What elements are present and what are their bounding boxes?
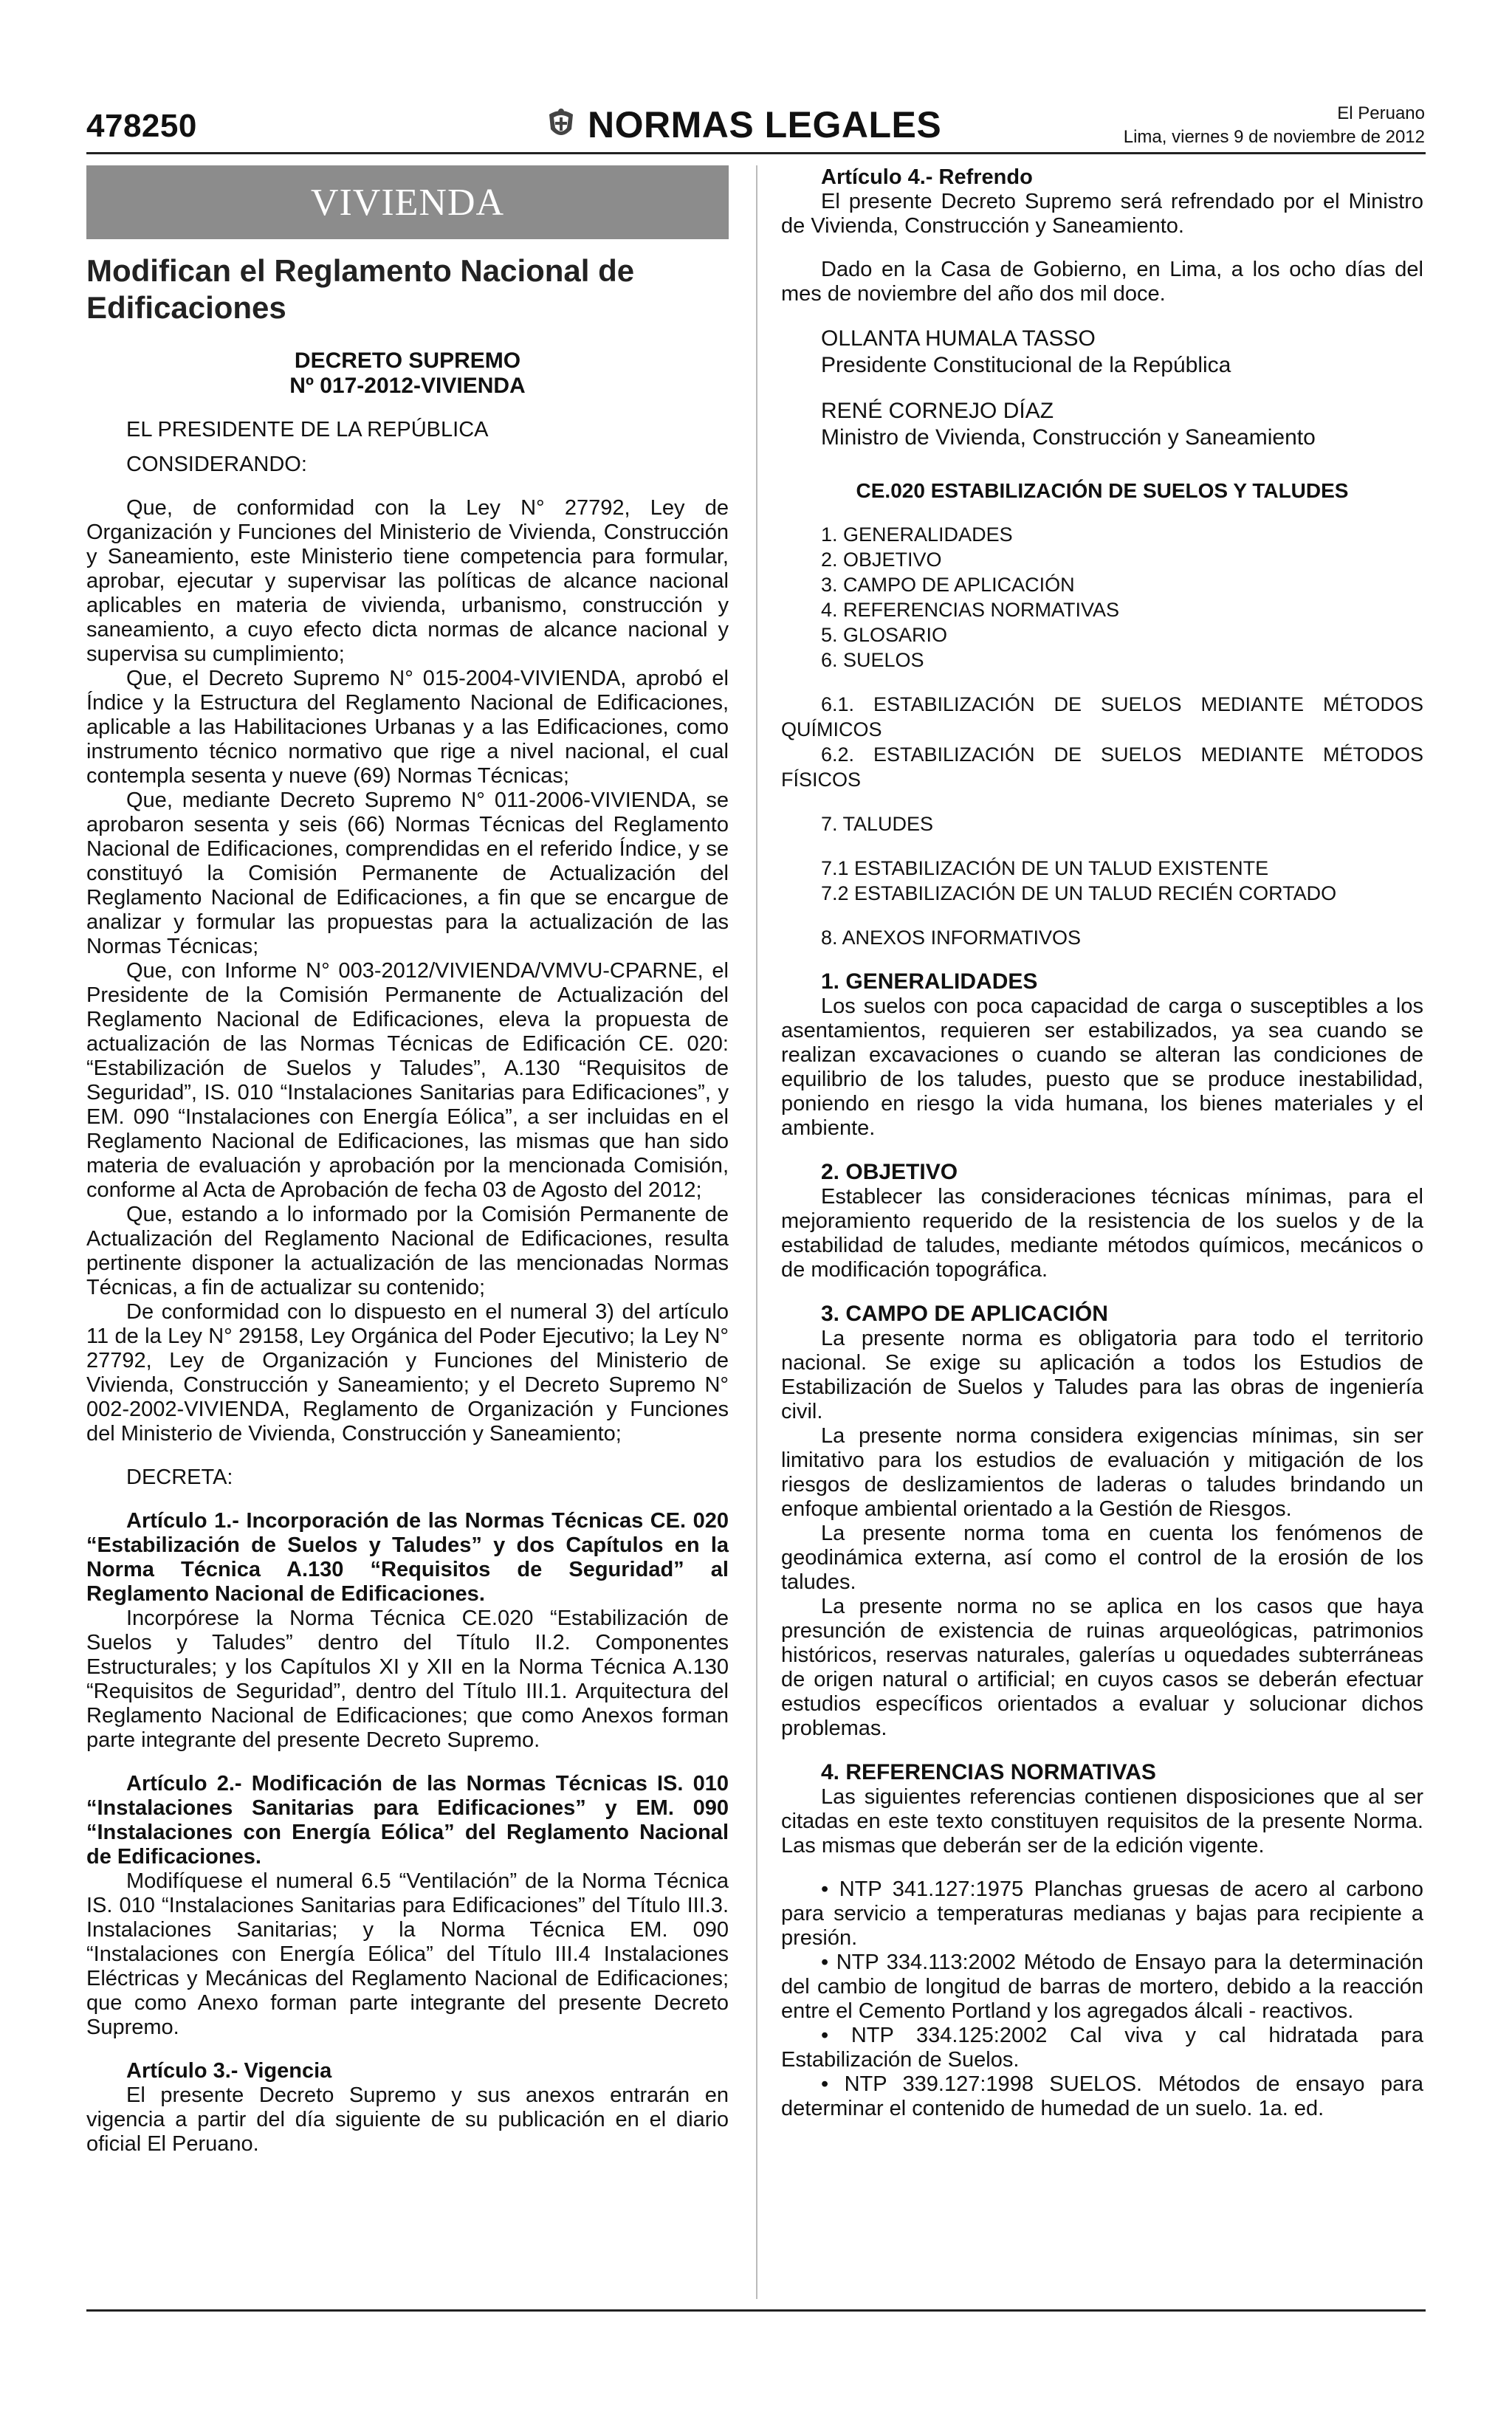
paragraph: La presente norma toma en cuenta los fenómenos de geodinámica externa, así como el control de la erosión de los taludes.	[781, 1522, 1423, 1594]
footer-rule	[86, 2309, 1426, 2312]
left-column	[86, 165, 729, 2157]
toc-item: 6. SUELOS	[821, 649, 924, 671]
toc-item: 7.2 ESTABILIZACIÓN DE UN TALUD RECIÉN CORTADO	[821, 882, 1337, 904]
section-heading: 4. REFERENCIAS NORMATIVAS	[821, 1760, 1156, 1784]
paragraph: Que, de conformidad con la Ley N° 27792, Ley de Organización y Funciones del Ministerio de Vivienda, Construcción y Saneamiento, este Ministerio tiene competencia para formular, aprobar, ejecutar y supervisar las políticas de alcance nacional aplicables en materia de vivienda, urbanismo, construcción y saneamiento, a cuyo efecto dicta normas de alcance nacional y supervisa su cumplimiento;	[86, 496, 729, 666]
publication-name: El Peruano	[1337, 103, 1425, 123]
article-3-body: El presente Decreto Supremo y sus anexos entrarán en vigencia a partir del día siguiente de su publicación en el diario oficial El Peruano.	[86, 2083, 729, 2156]
header-rule	[86, 152, 1426, 154]
column-divider	[756, 165, 757, 2299]
signer-role: Ministro de Vivienda, Construcción y Saneamiento	[821, 425, 1316, 450]
section-heading: 1. GENERALIDADES	[821, 969, 1038, 994]
section-header	[545, 103, 941, 146]
toc-item: 7. TALUDES	[821, 813, 934, 835]
toc-item: 7.1 ESTABILIZACIÓN DE UN TALUD EXISTENTE	[821, 857, 1269, 879]
coat-of-arms-icon	[545, 107, 577, 142]
article-2-body: Modifíquese el numeral 6.5 “Ventilación” de la Norma Técnica IS. 010 “Instalaciones Sanitarias para Edificaciones” del Título III.3. Instalaciones Sanitarias; y la Norma Técnica EM. 090 “Instalaciones con Energía Eólica” del Título III.4 Instalaciones Eléctricas y Mecánicas del Reglamento Nacional de Edificaciones; que como Anexo forman parte integrante del presente Decreto Supremo.	[86, 1869, 729, 2039]
section-title: NORMAS LEGALES	[588, 104, 942, 145]
signer-name: RENÉ CORNEJO DÍAZ	[821, 399, 1054, 423]
toc-item: 4. REFERENCIAS NORMATIVAS	[821, 599, 1120, 621]
paragraph: La presente norma no se aplica en los casos que haya presunción de existencia de ruinas arqueológicas, patrimonios históricos, reservas naturales, galerías u oquedades subterráneas de origen natural o artificial; en cuyos casos se deberán efectuar estudios específicos orientados a evaluar y solucionar dichos problemas.	[781, 1595, 1423, 1740]
toc-item: 2. OBJETIVO	[821, 549, 942, 571]
reference-item: • NTP 341.127:1975 Planchas gruesas de acero al carbono para servicio a temperaturas medianas y bajas para recipiente a presión.	[781, 1877, 1423, 1950]
article-4-body: El presente Decreto Supremo será refrendado por el Ministro de Vivienda, Construcción y Saneamiento.	[781, 190, 1423, 238]
article-2-title: Artículo 2.- Modificación de las Normas Técnicas IS. 010 “Instalaciones Sanitarias para Edificaciones” y EM. 090 “Instalaciones con Energía Eólica” del Reglamento Nacional de Edificaciones.	[86, 1772, 729, 1869]
paragraph: La presente norma considera exigencias mínimas, sin ser limitativo para los estudios de evaluación y mitigación de los riesgos de deslizamientos de laderas o taludes brindando un enfoque ambiental orientado a la Gestión de Riesgos.	[781, 1424, 1423, 1521]
page-number: 478250	[86, 108, 197, 144]
right-column	[781, 165, 1423, 2121]
section-heading: 2. OBJETIVO	[821, 1160, 958, 1184]
section-heading: 3. CAMPO DE APLICACIÓN	[821, 1302, 1108, 1326]
toc-item: 8. ANEXOS INFORMATIVOS	[821, 927, 1082, 949]
paragraph: Las siguientes referencias contienen disposiciones que al ser citadas en este texto constituyen requisitos de la presente Norma. Las mismas que deberán ser de la edición vigente.	[781, 1785, 1423, 1858]
dado-paragraph: Dado en la Casa de Gobierno, en Lima, a los ocho días del mes de noviembre del año dos mil doce.	[781, 258, 1423, 306]
reference-item: • NTP 334.113:2002 Método de Ensayo para la determinación del cambio de longitud de barras de mortero, debido a la reacción entre el Cemento Portland y los agregados álcali - reactivos.	[781, 1951, 1423, 2023]
toc-item: 6.1. ESTABILIZACIÓN DE SUELOS MEDIANTE MÉTODOS QUÍMICOS	[781, 693, 1423, 740]
president-line: EL PRESIDENTE DE LA REPÚBLICA	[126, 418, 489, 441]
table-of-contents	[781, 522, 1423, 950]
signer-name: OLLANTA HUMALA TASSO	[821, 326, 1096, 351]
paragraph: La presente norma es obligatoria para todo el territorio nacional. Se exige su aplicación a todos los Estudios de Estabilización de Suelos y Taludes para las obras de ingeniería civil.	[781, 1327, 1423, 1423]
paragraph: Que, con Informe N° 003-2012/VIVIENDA/VMVU-CPARNE, el Presidente de la Comisión Permanente de Actualización del Reglamento Nacional de Edificaciones, eleva la propuesta de actualización de las Normas Técnicas de Edificación CE. 020: “Estabilización de Suelos y Taludes”, A.130 “Requisitos de Seguridad”, IS. 010 “Instalaciones Sanitarias para Edificaciones”, y EM. 090 “Instalaciones con Energía Eólica”, a ser incluidas en el Reglamento Nacional de Edificaciones, las mismas que han sido materia de evaluación y aprobación por la mencionada Comisión, conforme al Acta de Aprobación de fecha 03 de Agosto del 2012;	[86, 959, 729, 1202]
paragraph: Que, estando a lo informado por la Comisión Permanente de Actualización del Reglamento Nacional de Edificaciones, resulta pertinente disponer la actualización de las mencionadas Normas Técnicas, a fin de actualizar su contenido;	[86, 1203, 729, 1299]
decreta-line: DECRETA:	[126, 1465, 233, 1489]
publication-date: Lima, viernes 9 de noviembre de 2012	[1123, 127, 1425, 147]
publication-info	[1124, 102, 1425, 149]
signer-role: Presidente Constitucional de la República	[821, 353, 1231, 377]
decree-line-1: DECRETO SUPREMO	[294, 348, 521, 373]
toc-item: 3. CAMPO DE APLICACIÓN	[821, 574, 1075, 596]
article-1-body: Incorpórese la Norma Técnica CE.020 “Estabilización de Suelos y Taludes” dentro del Título II.2. Componentes Estructurales; y los Capítulos XI y XII en la Norma Técnica A.130 “Requisitos de Seguridad”, dentro del Título III.1. Arquitectura del Reglamento Nacional de Edificaciones; que como Anexos forman parte integrante del presente Decreto Supremo.	[86, 1607, 729, 1752]
toc-item: 5. GLOSARIO	[821, 624, 948, 646]
paragraph: Establecer las consideraciones técnicas mínimas, para el mejoramiento requerido de la resistencia de los suelos y de la estabilidad de taludes, mediante métodos químicos, mecánicos o de modificación topográfica.	[781, 1185, 1423, 1282]
decree-number	[86, 348, 729, 399]
toc-item: 6.2. ESTABILIZACIÓN DE SUELOS MEDIANTE MÉTODOS FÍSICOS	[781, 743, 1423, 791]
considerando-line: CONSIDERANDO:	[126, 453, 307, 476]
toc-item: 1. GENERALIDADES	[821, 523, 1013, 546]
reference-item: • NTP 334.125:2002 Cal viva y cal hidratada para Estabilización de Suelos.	[781, 2024, 1423, 2072]
article-1-title: Artículo 1.- Incorporación de las Normas Técnicas CE. 020 “Estabilización de Suelos y Taludes” y dos Capítulos en la Norma Técnica A.130 “Requisitos de Seguridad” al Reglamento Nacional de Edificaciones.	[86, 1509, 729, 1606]
article-4-title: Artículo 4.- Refrendo	[821, 165, 1033, 189]
norm-title: CE.020 ESTABILIZACIÓN DE SUELOS Y TALUDES	[856, 479, 1349, 502]
article-3-title: Artículo 3.- Vigencia	[126, 2059, 332, 2083]
paragraph: De conformidad con lo dispuesto en el numeral 3) del artículo 11 de la Ley N° 29158, Ley Orgánica del Poder Ejecutivo; la Ley N° 27792, Ley de Organización y Funciones del Ministerio de Vivienda, Construcción y Saneamiento; y el Decreto Supremo N° 002-2002-VIVIENDA, Reglamento de Organización y Funciones del Ministerio de Vivienda, Construcción y Saneamiento;	[86, 1300, 729, 1446]
paragraph: Que, el Decreto Supremo N° 015-2004-VIVIENDA, aprobó el Índice y la Estructura del Reglamento Nacional de Edificaciones, aplicable a las Habilitaciones Urbanas y a las Edificaciones, como instrumento técnico normativo que rige a nivel nacional, el cual contempla sesenta y nueve (69) Normas Técnicas;	[86, 667, 729, 788]
reference-item: • NTP 339.127:1998 SUELOS. Métodos de ensayo para determinar el contenido de humedad de un suelo. 1a. ed.	[781, 2072, 1423, 2120]
article-headline: Modifican el Reglamento Nacional de Edificaciones	[86, 253, 635, 325]
paragraph: Los suelos con poca capacidad de carga o susceptibles a los asentamientos, requieren ser estabilizados, ya sea cuando se realizan excavaciones o cuando se alteran las condiciones de equilibrio de los taludes, puesto que se produce inestabilidad, poniendo en riesgo la vida humana, los bienes materiales y el ambiente.	[781, 994, 1423, 1140]
paragraph: Que, mediante Decreto Supremo N° 011-2006-VIVIENDA, se aprobaron sesenta y seis (66) Normas Técnicas del Reglamento Nacional de Edificaciones, comprendidas en el referido Índice, y se constituyó la Comisión Permanente de Actualización del Reglamento Nacional de Edificaciones, a fin que se encargue de analizar y formular las propuestas para la actualización de las Normas Técnicas;	[86, 788, 729, 958]
decree-line-2: Nº 017-2012-VIVIENDA	[289, 374, 526, 398]
section-band: VIVIENDA	[86, 165, 729, 239]
